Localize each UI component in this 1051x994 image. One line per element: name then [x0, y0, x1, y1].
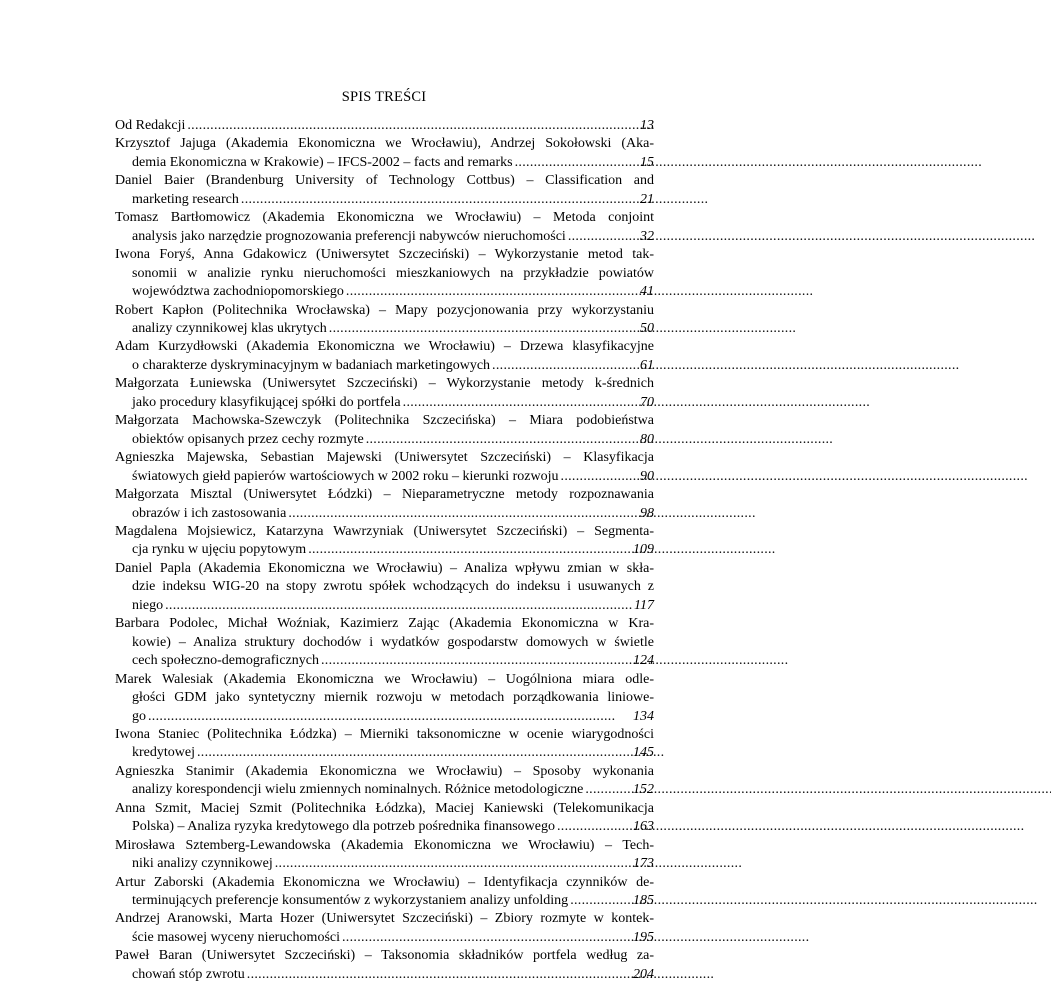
dot-leader: [366, 431, 638, 449]
toc-entry-line: [115, 744, 654, 762]
toc-entry-text: Andrzej Aranowski, Marta Hozer (Uniwersytet Szczeciński) – Zbiory rozmyte w kontek-: [115, 911, 654, 927]
toc-entry-line: [115, 449, 654, 467]
toc-entry[interactable]: [115, 209, 654, 246]
toc-entry[interactable]: [115, 117, 654, 135]
toc-entry[interactable]: [115, 523, 654, 560]
toc-entry[interactable]: [115, 615, 654, 670]
toc-entry-text: kredytowej: [132, 745, 195, 761]
toc-page-number: 124: [633, 653, 654, 669]
dot-leader: [275, 855, 631, 873]
toc-entry-line: [115, 135, 654, 153]
toc-entry-line: [115, 708, 654, 726]
toc-entry-text: analizy czynnikowej klas ukrytych: [132, 320, 327, 336]
toc-page-number: 32: [640, 228, 654, 244]
toc-entry-text: obiektów opisanych przez cechy rozmyte: [132, 431, 364, 447]
dot-leader: [403, 394, 638, 412]
toc-entry-line: [115, 228, 654, 246]
toc-entry-line: [115, 837, 654, 855]
toc-page-number: 50: [640, 320, 654, 336]
toc-entry-text: Iwona Foryś, Anna Gdakowicz (Uniwersytet Szczeciński) – Wykorzystanie metod tak-: [115, 247, 654, 263]
toc-entry-line: [115, 486, 654, 504]
toc-page-number: 98: [640, 505, 654, 521]
toc-entry-line: [115, 172, 654, 190]
toc-entry-line: [115, 541, 654, 559]
toc-entry-text: cja rynku w ujęciu popytowym: [132, 542, 307, 558]
toc-entry-line: [115, 818, 654, 836]
toc-entry-line: [115, 246, 654, 264]
toc-entry-text: województwa zachodniopomorskiego: [132, 284, 344, 300]
dot-leader: [187, 117, 638, 135]
toc-entry-line: [115, 763, 654, 781]
toc-entry[interactable]: [115, 947, 654, 984]
toc-entry-text: Barbara Podolec, Michał Woźniak, Kazimierz Zając (Akademia Ekonomiczna w Kra-: [115, 616, 654, 632]
toc-entry-text: demia Ekonomiczna w Krakowie) – IFCS-2002 – facts and remarks: [132, 154, 513, 170]
toc-entry-text: niki analizy czynnikowej: [132, 856, 273, 872]
dot-leader: [568, 228, 638, 246]
toc-page-number: 195: [633, 929, 654, 945]
toc-entry-line: [115, 929, 654, 947]
toc-entry-text: terminujących preferencje konsumentów z wykorzystaniem analizy unfolding: [132, 893, 569, 909]
toc-entry-line: [115, 431, 654, 449]
toc-entry-line: [115, 265, 654, 283]
toc-entry-line: [115, 523, 654, 541]
toc-entry-line: [115, 634, 654, 652]
toc-page-number: 41: [640, 284, 654, 300]
dot-leader: [321, 652, 631, 670]
toc-entry-line: [115, 560, 654, 578]
toc-page-number: 145: [633, 745, 654, 761]
dot-leader: [241, 191, 638, 209]
toc-entry[interactable]: [115, 671, 654, 726]
dot-leader: [247, 966, 631, 984]
toc-entry-text: Agnieszka Stanimir (Akademia Ekonomiczna we Wrocławiu) – Sposoby wykonania: [115, 763, 654, 779]
table-of-contents: [115, 117, 654, 984]
toc-entry-line: [115, 468, 654, 486]
toc-entry[interactable]: [115, 412, 654, 449]
toc-entry-text: Małgorzata Machowska-Szewczyk (Politechnika Szczecińska) – Miara podobieństwa: [115, 413, 654, 429]
toc-entry-text: dzie indeksu WIG-20 na stopy zwrotu spółek wchodzących do indeksu i usuwanych z: [132, 579, 654, 595]
dot-leader: [165, 597, 632, 615]
toc-entry-text: Artur Zaborski (Akademia Ekonomiczna we Wrocławiu) – Identyfikacja czynników de-: [115, 874, 654, 890]
dot-leader: [585, 781, 631, 799]
toc-page-number: 173: [633, 856, 654, 872]
toc-entry-text: Agnieszka Majewska, Sebastian Majewski (Uniwersytet Szczeciński) – Klasyfikacja: [115, 450, 654, 466]
toc-entry-text: światowych giełd papierów wartościowych w 2002 roku – kierunki rozwoju: [132, 468, 559, 484]
toc-entry-text: Od Redakcji: [115, 118, 186, 133]
dot-leader: [329, 320, 638, 338]
toc-entry-text: Małgorzata Misztal (Uniwersytet Łódzki) – Nieparametryczne metody rozpoznawania: [115, 487, 654, 503]
toc-page-number: 80: [640, 431, 654, 447]
toc-page-number: 109: [633, 542, 654, 558]
toc-entry-text: Daniel Papla (Akademia Ekonomiczna we Wrocławiu) – Analiza wpływu zmian w skła-: [115, 560, 654, 576]
toc-page-number: 117: [634, 597, 654, 613]
toc-entry-line: [115, 910, 654, 928]
toc-entry-line: [115, 800, 654, 818]
toc-page-number: 152: [633, 782, 654, 798]
toc-entry[interactable]: [115, 449, 654, 486]
toc-entry-line: [115, 117, 654, 135]
toc-entry-text: Krzysztof Jajuga (Akademia Ekonomiczna we Wrocławiu), Andrzej Sokołowski (Aka-: [115, 136, 654, 152]
dot-leader: [515, 154, 638, 172]
toc-entry[interactable]: [115, 910, 654, 947]
toc-entry[interactable]: [115, 874, 654, 911]
toc-entry[interactable]: [115, 172, 654, 209]
toc-entry-text: Tomasz Bartłomowicz (Akademia Ekonomiczna we Wrocławiu) – Metoda conjoint: [115, 210, 654, 226]
toc-entry-line: [115, 357, 654, 375]
toc-page-number: 204: [633, 966, 654, 982]
toc-entry-line: [115, 781, 654, 799]
toc-entry[interactable]: [115, 246, 654, 301]
toc-entry[interactable]: [115, 726, 654, 763]
toc-entry[interactable]: [115, 302, 654, 339]
toc-entry-line: [115, 209, 654, 227]
toc-entry[interactable]: [115, 837, 654, 874]
toc-entry[interactable]: [115, 135, 654, 172]
toc-entry-line: [115, 375, 654, 393]
toc-entry-text: głości GDM jako syntetyczny miernik rozwoju w metodach porządkowania liniowe-: [132, 690, 654, 706]
toc-entry-text: Magdalena Mojsiewicz, Katarzyna Wawrzyniak (Uniwersytet Szczeciński) – Segmenta-: [115, 523, 654, 539]
toc-entry-text: marketing research: [132, 191, 239, 207]
toc-entry-line: [115, 652, 654, 670]
toc-entry-text: cech społeczno-demograficznych: [132, 653, 319, 669]
toc-entry-line: [115, 726, 654, 744]
toc-page-number: 134: [633, 708, 654, 724]
toc-page-number: 163: [633, 819, 654, 835]
toc-entry[interactable]: [115, 800, 654, 837]
toc-page-number: 185: [633, 893, 654, 909]
toc-entry-line: [115, 283, 654, 301]
toc-entry-text: analizy korespondencji wielu zmiennych nominalnych. Różnice metodologiczne: [132, 782, 584, 798]
toc-entry-line: [115, 338, 654, 356]
toc-entry-text: Daniel Baier (Brandenburg University of Technology Cottbus) – Classification and: [115, 173, 654, 189]
toc-entry-line: [115, 394, 654, 412]
toc-entry-text: obrazów i ich zastosowania: [132, 505, 287, 521]
dot-leader: [492, 357, 638, 375]
toc-entry-text: niego: [132, 597, 164, 613]
toc-entry-text: Mirosława Sztemberg-Lewandowska (Akademia Ekonomiczna we Wrocławiu) – Tech-: [115, 837, 654, 853]
toc-entry-text: Małgorzata Łuniewska (Uniwersytet Szczeciński) – Wykorzystanie metody k-średnich: [115, 376, 654, 392]
toc-entry-text: sonomii w analizie rynku nieruchomości mieszkaniowych na przykładzie powiatów: [132, 265, 654, 281]
toc-entry-text: analysis jako narzędzie prognozowania preferencji nabywców nieruchomości: [132, 228, 566, 244]
toc-page-number: 61: [640, 357, 654, 373]
toc-entry-line: [115, 689, 654, 707]
toc-entry-text: Adam Kurzydłowski (Akademia Ekonomiczna we Wrocławiu) – Drzewa klasyfikacyjne: [115, 339, 654, 355]
toc-entry[interactable]: [115, 486, 654, 523]
toc-entry[interactable]: [115, 338, 654, 375]
dot-leader: [557, 818, 631, 836]
dot-leader: [288, 505, 638, 523]
toc-entry-text: Anna Szmit, Maciej Szmit (Politechnika Łódzka), Maciej Kaniewski (Telekomunikacja: [115, 800, 654, 816]
toc-page-number: 70: [640, 394, 654, 410]
toc-entry-line: [115, 154, 654, 172]
toc-entry-line: [115, 892, 654, 910]
toc-entry-line: [115, 412, 654, 430]
toc-entry[interactable]: [115, 375, 654, 412]
toc-entry-text: jako procedury klasyfikującej spółki do portfela: [132, 394, 401, 410]
toc-entry-text: chowań stóp zwrotu: [132, 966, 245, 982]
toc-page-number: 90: [640, 468, 654, 484]
dot-leader: [308, 541, 631, 559]
toc-entry-text: Iwona Staniec (Politechnika Łódzka) – Mierniki taksonomiczne w ocenie wiarygodności: [115, 726, 654, 742]
dot-leader: [561, 468, 638, 486]
toc-entry-line: [115, 320, 654, 338]
toc-entry-line: [115, 597, 654, 615]
toc-entry-line: [115, 966, 654, 984]
toc-entry-text: Marek Walesiak (Akademia Ekonomiczna we Wrocławiu) – Uogólniona miara odle-: [115, 671, 654, 687]
toc-entry-text: o charakterze dyskryminacyjnym w badaniach marketingowych: [132, 357, 491, 373]
toc-entry-line: [115, 874, 654, 892]
dot-leader: [346, 283, 638, 301]
toc-entry[interactable]: [115, 763, 654, 800]
toc-entry-text: Polska) – Analiza ryzyka kredytowego dla potrzeb pośrednika finansowego: [132, 819, 555, 835]
toc-entry-text: ście masowej wyceny nieruchomości: [132, 929, 340, 945]
toc-entry-text: kowie) – Analiza struktury dochodów i wydatków gospodarstw domowych w świetle: [132, 634, 654, 650]
toc-entry[interactable]: [115, 560, 654, 615]
dot-leader: [342, 929, 631, 947]
toc-entry-line: [115, 578, 654, 596]
toc-entry-text: Robert Kapłon (Politechnika Wrocławska) – Mapy pozycjonowania przy wykorzystaniu: [115, 302, 654, 318]
toc-page-number: 13: [640, 118, 654, 133]
toc-entry-line: [115, 671, 654, 689]
toc-entry-line: [115, 855, 654, 873]
toc-entry-line: [115, 302, 654, 320]
dot-leader: [197, 744, 631, 762]
toc-entry-line: [115, 615, 654, 633]
page-title: SPIS TREŚCI: [341, 89, 427, 105]
toc-entry-text: Paweł Baran (Uniwersytet Szczeciński) – Taksonomia składników portfela według za-: [115, 948, 654, 964]
dot-leader: [570, 892, 631, 910]
toc-entry-line: [115, 505, 654, 523]
toc-entry-text: go: [132, 708, 146, 724]
toc-page-number: 15: [640, 154, 654, 170]
toc-entry-line: [115, 947, 654, 965]
toc-entry-line: [115, 191, 654, 209]
toc-page-number: 21: [640, 191, 654, 207]
dot-leader: [148, 708, 631, 726]
